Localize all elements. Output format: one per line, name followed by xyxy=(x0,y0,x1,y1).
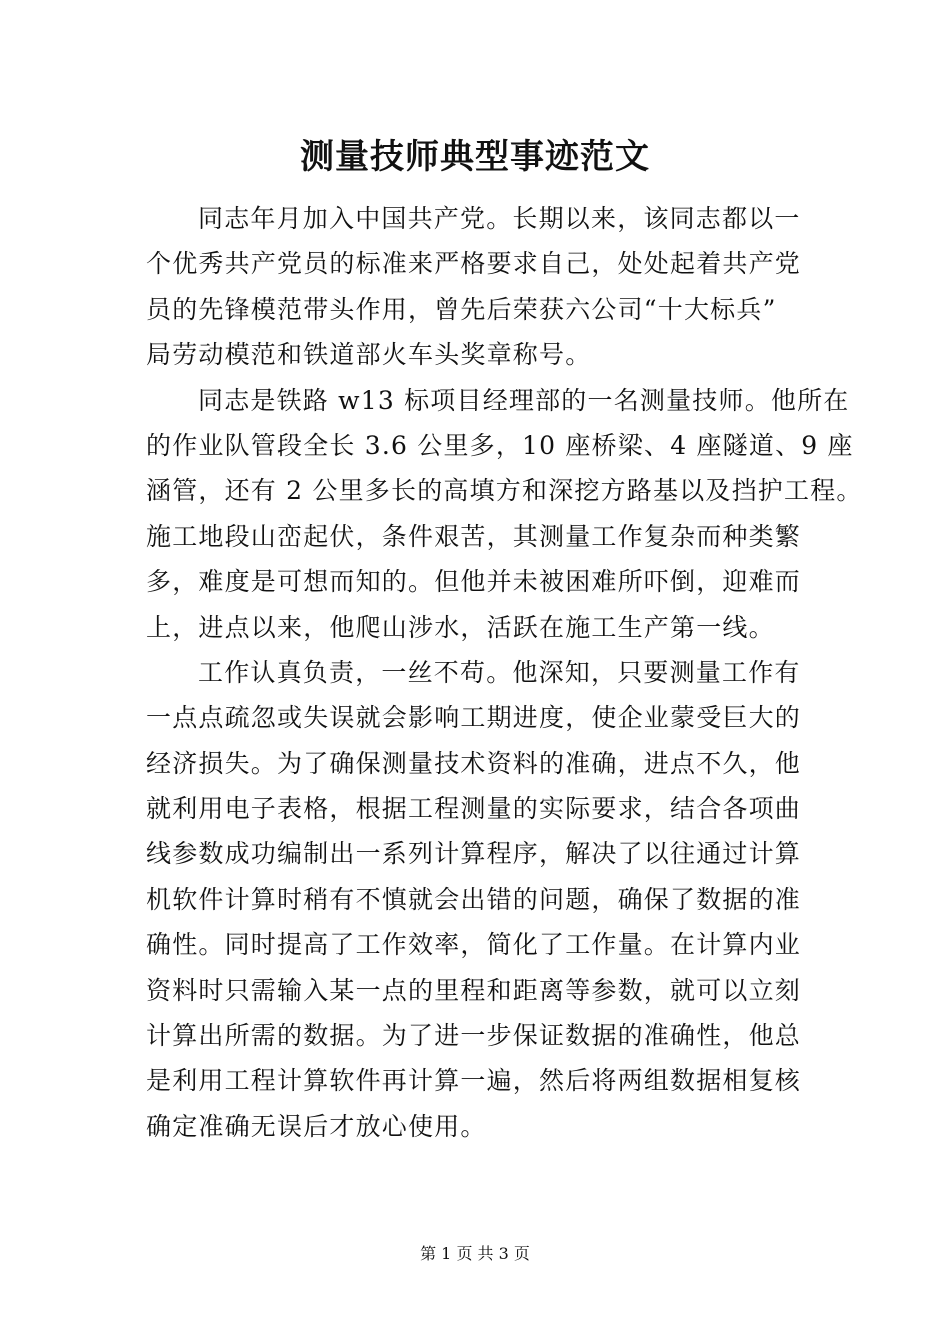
page-number-footer: 第 1 页 共 3 页 xyxy=(420,1244,530,1263)
paragraph-2 xyxy=(146,378,863,650)
text-line: 线参数成功编制出一系列计算程序，解决了以往通过计算 xyxy=(146,839,802,869)
text-line: 经济损失。为了确保测量技术资料的准确，进点不久，他 xyxy=(146,748,802,778)
document-body xyxy=(146,196,863,1149)
text-line: 机软件计算时稍有不慎就会出错的问题，确保了数据的准 xyxy=(146,884,802,914)
text-line: 计算出所需的数据。为了进一步保证数据的准确性，他总 xyxy=(146,1021,802,1051)
text-line: 员的先锋模范带头作用，曾先后荣获六公司“十大标兵” xyxy=(146,294,777,324)
document-title: 测量技师典型事迹范文 xyxy=(300,137,650,177)
text-line: 是利用工程计算软件再计算一遍，然后将两组数据相复核 xyxy=(146,1066,802,1096)
text-line: 同志年月加入中国共产党。长期以来，该同志都以一 xyxy=(198,204,801,233)
text-line: 的作业队管段全长 3.6 公里多，10 座桥梁、4 座隧道、9 座 xyxy=(146,430,854,460)
text-line: 上，进点以来，他爬山涉水，活跃在施工生产第一线。 xyxy=(146,612,775,642)
text-line: 个优秀共产党员的标准来严格要求自己，处处起着共产党 xyxy=(146,249,802,279)
text-line: 就利用电子表格，根据工程测量的实际要求，结合各项曲 xyxy=(146,794,802,824)
text-line: 同志是铁路 w13 标项目经理部的一名测量技师。他所在 xyxy=(198,385,850,415)
paragraph-3 xyxy=(146,650,810,1149)
text-line: 资料时只需输入某一点的里程和距离等参数，就可以立刻 xyxy=(146,975,802,1005)
text-line: 涵管，还有 2 公里多长的高填方和深挖方路基以及挡护工程。 xyxy=(146,476,863,506)
text-line: 施工地段山峦起伏，条件艰苦，其测量工作复杂而种类繁 xyxy=(146,521,802,551)
text-line: 工作认真负责，一丝不苟。他深知，只要测量工作有 xyxy=(198,657,801,687)
text-line: 局劳动模范和铁道部火车头奖章称号。 xyxy=(146,340,592,370)
text-line: 确定准确无误后才放心使用。 xyxy=(146,1111,487,1141)
text-line: 一点点疏忽或失误就会影响工期进度，使企业蒙受巨大的 xyxy=(146,703,802,733)
text-line: 确性。同时提高了工作效率，简化了工作量。在计算内业 xyxy=(146,930,802,960)
paragraph-1 xyxy=(146,196,810,378)
text-line: 多，难度是可想而知的。但他并未被困难所吓倒，迎难而 xyxy=(146,567,802,597)
